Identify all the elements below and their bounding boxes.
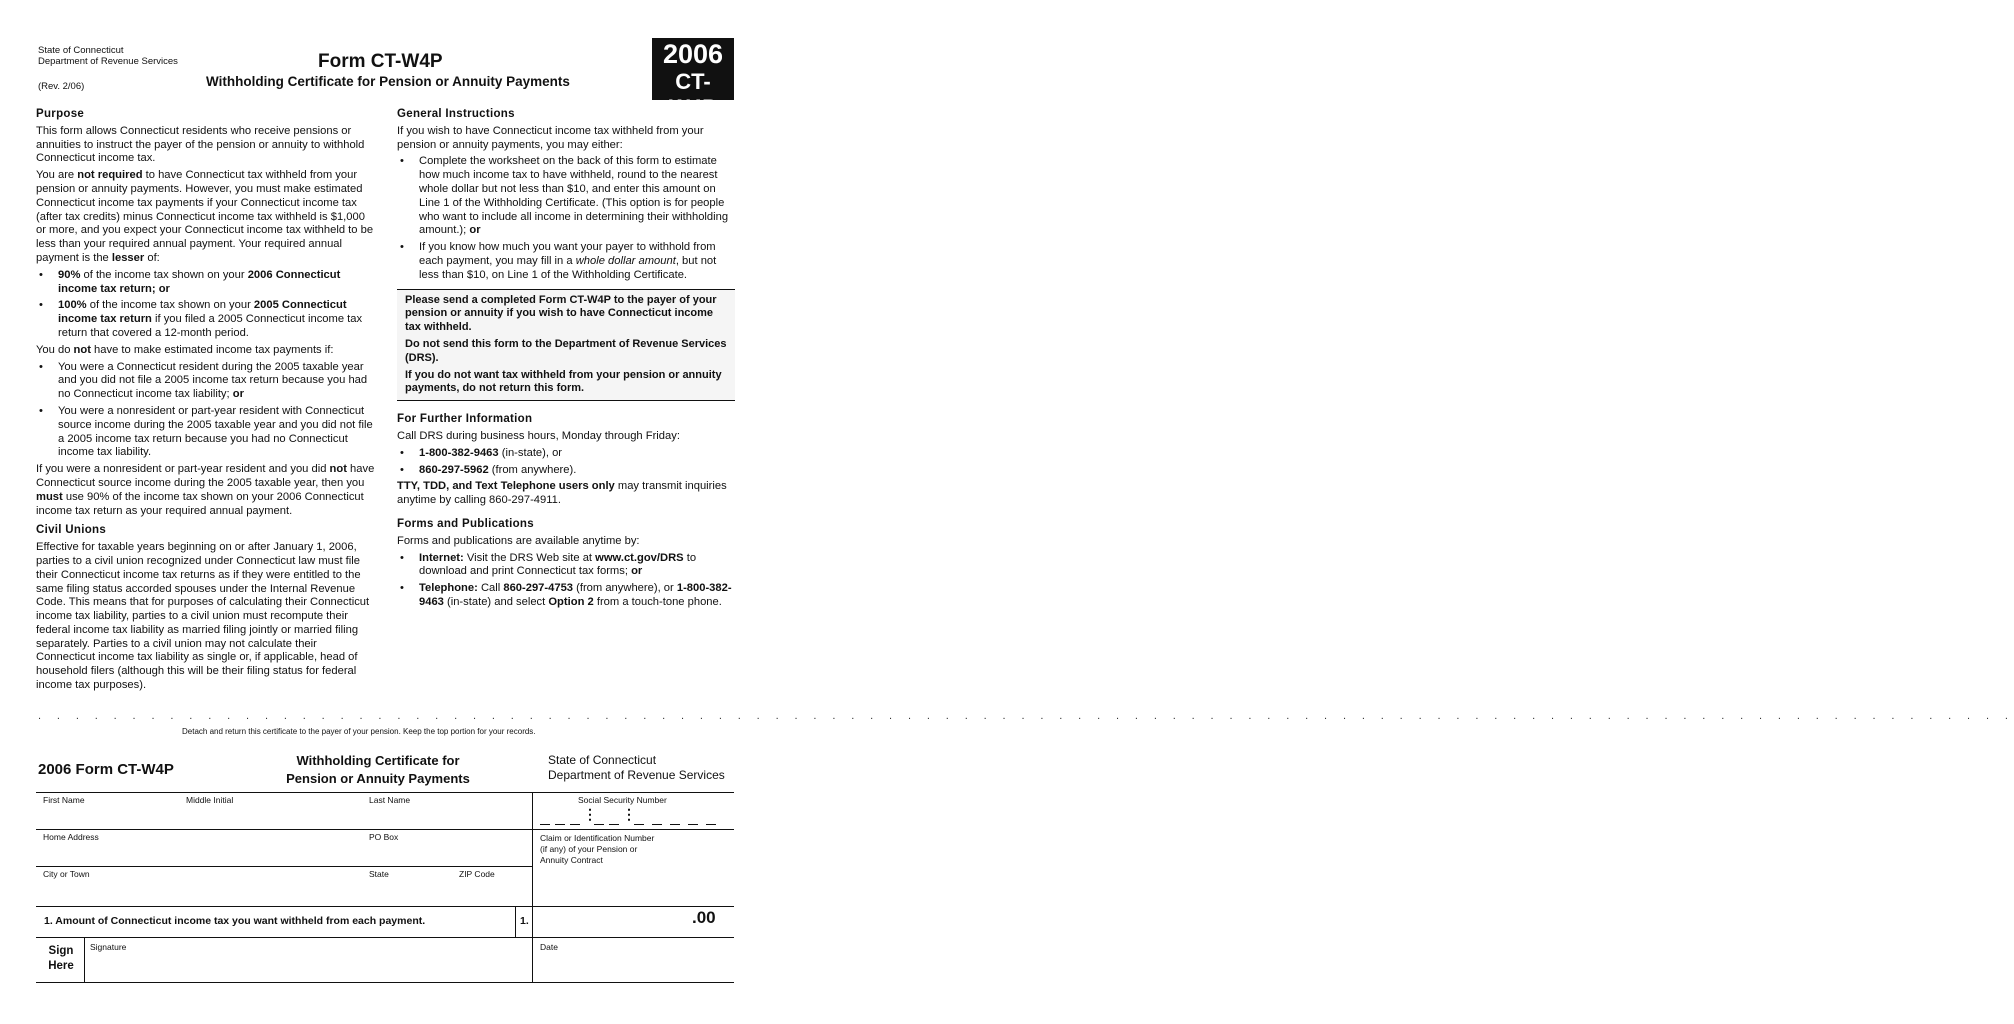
city-field[interactable]: [40, 882, 362, 904]
forms-paragraph: Forms and publications are available anytime by:: [397, 534, 640, 547]
text-run: if you filed a 2005 Connecticut income tax return that covered a 12-month period.: [58, 313, 363, 339]
list-item: [397, 552, 735, 580]
notice-line-1: Please send a completed Form CT-W4P to the payer of your pension or annuity if you wish to have Connecticut income tax withheld.: [405, 293, 717, 334]
agency-name: [38, 45, 178, 67]
claim-label-line-1: Claim or Identification Number: [540, 833, 655, 843]
tty-paragraph: [397, 480, 735, 508]
text-run-bold: ; or: [151, 282, 170, 295]
form-row-divider: [36, 829, 734, 830]
ssn-digit-blank: [670, 824, 680, 825]
phone-number: 1-800-382-9463: [419, 446, 499, 459]
ssn-digit-blank: [555, 824, 565, 825]
list-item: [397, 155, 735, 238]
agency-line-2: Department of Revenue Services: [38, 56, 178, 67]
further-info-paragraph: Call DRS during business hours, Monday through Friday:: [397, 429, 680, 442]
phone-list: [397, 447, 735, 478]
text-run: of the income tax shown on your: [86, 299, 254, 312]
state-label: State: [369, 869, 389, 879]
text-run-bold: lesser: [111, 251, 145, 264]
list-item: [36, 361, 376, 402]
ssn-field[interactable]: [536, 806, 732, 828]
text-run-bold: not required: [77, 169, 143, 182]
purpose-heading: Purpose: [36, 108, 85, 120]
certificate-title: [268, 752, 488, 788]
claim-number-label: [540, 833, 654, 866]
purpose-paragraph-2: [36, 169, 376, 266]
last-name-label: Last Name: [369, 795, 411, 805]
certificate-agency: [548, 753, 725, 783]
middle-initial-field[interactable]: [184, 807, 364, 827]
civil-unions-heading: Civil Unions: [36, 524, 107, 537]
notice-line-2: Do not send this form to the Department of Revenue Services (DRS).: [405, 337, 727, 364]
phone-number: 1-800-382-9463: [419, 582, 732, 608]
ssn-separator: ⋮: [622, 806, 636, 822]
ssn-digit-blank: [706, 824, 716, 825]
payment-options-list: [36, 269, 376, 341]
date-field[interactable]: [538, 954, 734, 980]
text-run: You were a Connecticut resident during the 2005 taxable year and you did not file a 2005 income tax return because you had no Connecticut income tax liability;: [58, 360, 368, 401]
text-run: Visit the DRS Web site at: [463, 551, 596, 564]
po-box-field[interactable]: [366, 844, 532, 864]
civil-unions-paragraph: Effective for taxable years beginning on or after January 1, 2006, parties to a civil union recognized under Connecticut law must file their Connecticut income tax returns as if they were entitled to the same filing status accorded spouses under the Internal Revenue Code. This means that for purposes of calculating their Connecticut income tax liability, parties to a civil union must recompute their federal income tax liability as married filing jointly or married filing separately. Parties to a civil union may not calculate their Connecticut income tax liability as single or, if applicable, head of household filers (although this will be their filing status for federal income tax purposes).: [36, 541, 370, 692]
certificate-agency-line-1: State of Connecticut: [548, 753, 657, 767]
phone-number: 860-297-4753: [503, 582, 574, 595]
sign-divider: [84, 937, 85, 982]
list-item: [397, 464, 735, 478]
first-name-field[interactable]: [40, 807, 184, 827]
certificate-form-label: 2006 Form CT-W4P: [38, 761, 174, 778]
general-instructions-heading: General Instructions: [397, 108, 515, 120]
text-run: Complete the worksheet on the back of this form to estimate how much income tax to have withheld, round to the nearest whole dollar but not less than $10, and enter this amount on Line 1 of the Withholding Certificate. (This option is for people who want to include all income in determining their withholding amount.);: [419, 155, 729, 237]
claim-label-line-2: (if any) of your Pension or: [540, 844, 638, 854]
text-run: (from anywhere), or: [573, 582, 677, 595]
text-run: may transmit inquiries anytime by calling 860-297-4911.: [397, 480, 727, 507]
forms-heading: Forms and Publications: [397, 517, 534, 530]
text-run: have Connecticut source income during the 2005 taxable year, then you: [36, 463, 375, 489]
city-label: City or Town: [43, 869, 90, 879]
zip-field[interactable]: [456, 882, 532, 904]
form-row-divider: [36, 906, 734, 907]
form-code-label: CT-W4P: [669, 69, 717, 120]
list-item: [36, 269, 376, 297]
line1-text: 1. Amount of Connecticut income tax you want withheld from each payment.: [44, 915, 426, 927]
text-run-bold: Option 2: [548, 595, 594, 608]
text-run-bold: Telephone:: [419, 582, 478, 595]
ssn-digit-blank: [540, 824, 550, 825]
text-run-bold: Internet:: [419, 551, 464, 564]
date-label: Date: [540, 942, 558, 952]
list-item: [36, 299, 376, 340]
ssn-digit-blank: [594, 824, 604, 825]
ssn-digit-blank: [688, 824, 698, 825]
general-paragraph: If you wish to have Connecticut income tax withheld from your pension or annuity payments, you may either:: [397, 124, 704, 151]
signature-label: Signature: [90, 942, 127, 952]
text-run: (in-state) and select: [443, 595, 549, 608]
state-field[interactable]: [366, 882, 456, 904]
ssn-digit-blank: [634, 824, 644, 825]
text-run: to download and print Connecticut tax forms;: [419, 551, 697, 578]
year-badge: [652, 38, 734, 120]
agency-line-1: State of Connecticut: [38, 45, 124, 56]
last-name-field[interactable]: [366, 807, 532, 827]
drs-website-link[interactable]: www.ct.gov/DRS: [595, 551, 684, 564]
text-run: , but not less than $10, on Line 1 of the Withholding Certificate.: [419, 254, 717, 281]
form-row-divider: [36, 866, 532, 867]
text-run-italic: whole dollar amount: [575, 254, 676, 267]
text-run: (in-state), or: [498, 446, 563, 459]
list-item: [397, 241, 735, 282]
certificate-title-line-1: Withholding Certificate for: [296, 753, 460, 768]
sign-label-line-2: Here: [48, 960, 74, 972]
middle-initial-label: Middle Initial: [186, 795, 234, 805]
withholding-amount-field[interactable]: [538, 910, 692, 934]
right-column: [397, 108, 735, 613]
signature-field[interactable]: [88, 954, 528, 980]
line1-number: 1.: [520, 915, 529, 927]
sign-here-label: [44, 944, 78, 974]
text-run-bold: TTY, TDD, and Text Telephone users only: [397, 480, 615, 493]
form-column-divider: [532, 906, 533, 982]
home-address-label: Home Address: [43, 832, 99, 842]
text-run-bold: or: [469, 224, 481, 237]
list-item: [397, 582, 735, 610]
text-run-bold: not: [73, 343, 91, 356]
text-run-bold: 2006 Connecticut income tax return: [58, 268, 341, 295]
text-run-bold: or: [631, 565, 643, 578]
text-run: have to make estimated income tax payments if:: [90, 343, 334, 356]
text-run: If you know how much you want your payer to withhold from each payment, you may fill in a: [419, 241, 716, 267]
ssn-separator: ⋮: [583, 806, 597, 822]
text-run: to have Connecticut tax withheld from your pension or annuity payments. However, you must make estimated Connecticut income tax payments if your Connecticut income tax (after tax credits) minus Connecticut income tax withheld is $1,000 or more, and you expect your Connecticut income tax withheld to be less than your required annual payment. Your required annual payment is the: [36, 169, 374, 264]
exemption-list: [36, 361, 376, 461]
text-run: You are: [36, 169, 78, 182]
detach-line: . . . . . . . . . . . . . . . . . . . . . . . . . . . . . . . . . . . . . . . . . . . . . . . . . . . . . . . . . . . . . . . . . . . . . . . . . . . . . . . . . . . . . . . . . . . . . . . . . . . . . . . . .: [38, 710, 2014, 722]
sign-label-line-1: Sign: [48, 945, 74, 957]
purpose-paragraph-3: [36, 344, 376, 358]
first-name-label: First Name: [43, 795, 85, 805]
form-subtitle: Withholding Certificate for Pension or Annuity Payments: [206, 74, 570, 89]
left-column: [36, 108, 376, 696]
form-border-bottom: [36, 982, 734, 983]
text-run-bold: or: [232, 388, 244, 401]
po-box-label: PO Box: [369, 832, 399, 842]
certificate-agency-line-2: Department of Revenue Services: [548, 768, 725, 782]
general-list: [397, 155, 735, 282]
further-info-heading: For Further Information: [397, 413, 533, 426]
line1-cents: .00: [692, 908, 716, 927]
year-label: 2006: [662, 39, 724, 69]
form-row-divider: [36, 937, 734, 938]
claim-label-line-3: Annuity Contract: [540, 855, 603, 865]
purpose-paragraph-4: [36, 463, 376, 518]
ssn-label: Social Security Number: [578, 795, 667, 805]
list-item: • You were a nonresident or part-year resident with Connecticut source income during the 2005 taxable year and you did not file a 2005 income tax return because you had no Connecticut income tax liability.: [36, 405, 376, 460]
ssn-digit-blank: [609, 824, 619, 825]
form-column-divider: [532, 792, 533, 906]
list-item: [397, 447, 735, 461]
ssn-digit-blank: [652, 824, 662, 825]
home-address-field[interactable]: [40, 844, 362, 864]
text-run-bold: must: [36, 490, 63, 503]
text-run-bold: 100%: [58, 299, 87, 312]
form-border-top: [36, 792, 734, 793]
phone-number: 860-297-5962: [419, 463, 489, 476]
detach-note: Detach and return this certificate to the payer of your pension. Keep the top portion for your records.: [182, 727, 536, 736]
submission-notice: [397, 289, 735, 402]
text-run: If you were a nonresident or part-year resident and you did: [36, 463, 330, 476]
notice-line-3: If you do not want tax withheld from your pension or annuity payments, do not return this form.: [405, 368, 722, 395]
text-run: of:: [144, 251, 160, 264]
text-run: use 90% of the income tax shown on your 2006 Connecticut income tax return as your required annual payment.: [36, 490, 364, 517]
purpose-paragraph-1: This form allows Connecticut residents who receive pensions or annuities to instruct the payer of the pension or annuity to withhold Connecticut income tax.: [36, 124, 365, 165]
text-run-bold: 2005 Connecticut income tax return: [58, 299, 347, 326]
ssn-digit-blank: [570, 824, 580, 825]
form-title: Form CT-W4P: [318, 51, 443, 72]
zip-label: ZIP Code: [459, 869, 495, 879]
line1-number-divider: [515, 906, 516, 937]
text-run: from a touch-tone phone.: [593, 595, 722, 608]
text-run-bold: not: [329, 463, 347, 476]
revision-date: (Rev. 2/06): [38, 81, 85, 92]
text-run: Call: [477, 582, 504, 595]
forms-list: [397, 552, 735, 610]
text-run: of the income tax shown on your: [80, 268, 248, 281]
text-run: You do: [36, 343, 74, 356]
text-run-bold: 90%: [58, 268, 81, 281]
certificate-title-line-2: Pension or Annuity Payments: [286, 771, 470, 786]
claim-number-field[interactable]: [538, 872, 734, 904]
text-run: (from anywhere).: [488, 463, 577, 476]
